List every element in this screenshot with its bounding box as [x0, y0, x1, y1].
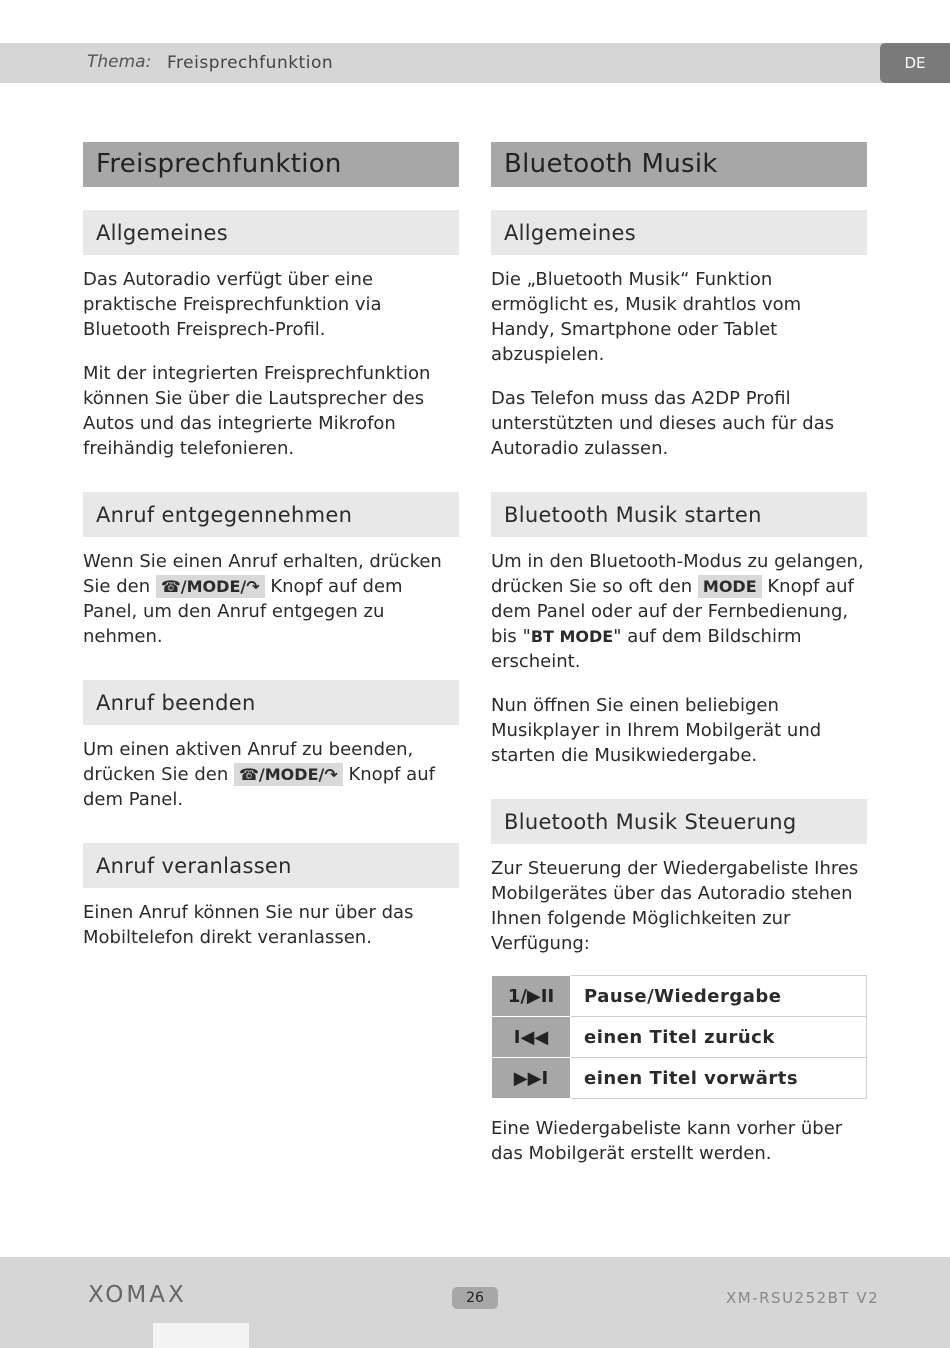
- text-fragment: Um einen aktiven Anruf zu beenden, drücken Sie den: [83, 739, 414, 785]
- heading-bluetooth-musik-starten: Bluetooth Musik starten: [491, 492, 867, 537]
- text-fragment: Knopf auf dem Panel, um den Anruf entgegen zu nehmen.: [83, 576, 403, 647]
- thema-label: Thema:: [87, 52, 152, 72]
- heading-anruf-veranlassen: Anruf veranlassen: [83, 843, 459, 888]
- paragraph-bt-general-1: Die „Bluetooth Musik“ Funktion ermöglicht es, Musik drahtlos vom Handy, Smartphone oder Tablet abzuspielen.: [491, 269, 802, 365]
- paragraph-bt-general-2: Das Telefon muss das A2DP Profil unterstützten und dieses auch für das Autoradio zulassen.: [491, 388, 835, 459]
- table-row: [492, 1017, 867, 1058]
- previous-track-icon: I◀◀: [492, 1017, 571, 1058]
- text-fragment: Um in den Bluetooth-Modus zu gelangen, drücken Sie so oft den: [491, 551, 864, 597]
- paragraph-bt-control: Zur Steuerung der Wiedergabeliste Ihres Mobilgerätes über das Autoradio stehen Ihnen folgende Möglichkeiten zur Verfügung:: [491, 858, 859, 954]
- paragraph-general-2: Mit der integrierten Freisprechfunktion können Sie über die Lautsprecher des Autos und das integrierte Mikrofon freihändig telefonieren.: [83, 363, 431, 459]
- heading-allgemeines: Allgemeines: [83, 210, 459, 255]
- next-track-icon: ▶▶I: [492, 1058, 571, 1099]
- text-fragment: Knopf auf dem Panel oder auf der Fernbedienung, bis ": [491, 576, 854, 647]
- heading-anruf-entgegennehmen: Anruf entgegennehmen: [83, 492, 459, 537]
- play-pause-icon: 1/▶II: [492, 976, 571, 1017]
- heading-allgemeines: Allgemeines: [491, 210, 867, 255]
- heading-bluetooth-musik-steuerung: Bluetooth Musik Steuerung: [491, 799, 867, 844]
- left-column: [83, 142, 459, 969]
- section-title-freisprechfunktion: Freisprechfunktion: [83, 142, 459, 187]
- mode-key-label: MODE: [698, 575, 762, 598]
- control-label: Pause/Wiedergabe: [571, 976, 867, 1017]
- control-label: einen Titel zurück: [571, 1017, 867, 1058]
- section-title-bluetooth-musik: Bluetooth Musik: [491, 142, 867, 187]
- text-fragment: Knopf auf dem Panel.: [83, 764, 435, 810]
- paragraph-accept-call: [83, 549, 459, 649]
- control-label: einen Titel vorwärts: [571, 1058, 867, 1099]
- table-row: [492, 976, 867, 1017]
- paragraph-bt-start: [491, 549, 867, 674]
- paragraph-end-call: [83, 737, 459, 812]
- paragraph-bt-start-2: Nun öffnen Sie einen beliebigen Musikplayer in Ihrem Mobilgerät und starten die Musikwiedergabe.: [491, 695, 822, 766]
- phone-mode-key-label: ☎/MODE/↷: [234, 763, 343, 786]
- bt-mode-display-text: BT MODE: [530, 627, 614, 646]
- header-bar: [0, 43, 950, 83]
- phone-mode-key-label: ☎/MODE/↷: [156, 575, 265, 598]
- right-column: [491, 142, 867, 1185]
- paragraph-general-1: Das Autoradio verfügt über eine praktische Freisprechfunktion via Bluetooth Freisprech-Profil.: [83, 269, 382, 340]
- heading-anruf-beenden: Anruf beenden: [83, 680, 459, 725]
- text-fragment: " auf dem Bildschirm erscheint.: [491, 626, 802, 672]
- paragraph-make-call: Einen Anruf können Sie nur über das Mobiltelefon direkt veranlassen.: [83, 902, 414, 948]
- brand-logo: XOMAX: [88, 1282, 187, 1308]
- page-number: 26: [452, 1287, 498, 1309]
- controls-table: [491, 975, 867, 1099]
- print-mark: [153, 1323, 249, 1348]
- language-tab: DE: [880, 43, 950, 83]
- paragraph-playlist-note: Eine Wiedergabeliste kann vorher über das Mobilgerät erstellt werden.: [491, 1118, 843, 1164]
- table-row: [492, 1058, 867, 1099]
- thema-value: Freisprechfunktion: [167, 53, 334, 73]
- footer-bar: [0, 1257, 950, 1348]
- text-fragment: Wenn Sie einen Anruf erhalten, drücken Sie den: [83, 551, 442, 597]
- model-number: XM-RSU252BT V2: [726, 1289, 880, 1307]
